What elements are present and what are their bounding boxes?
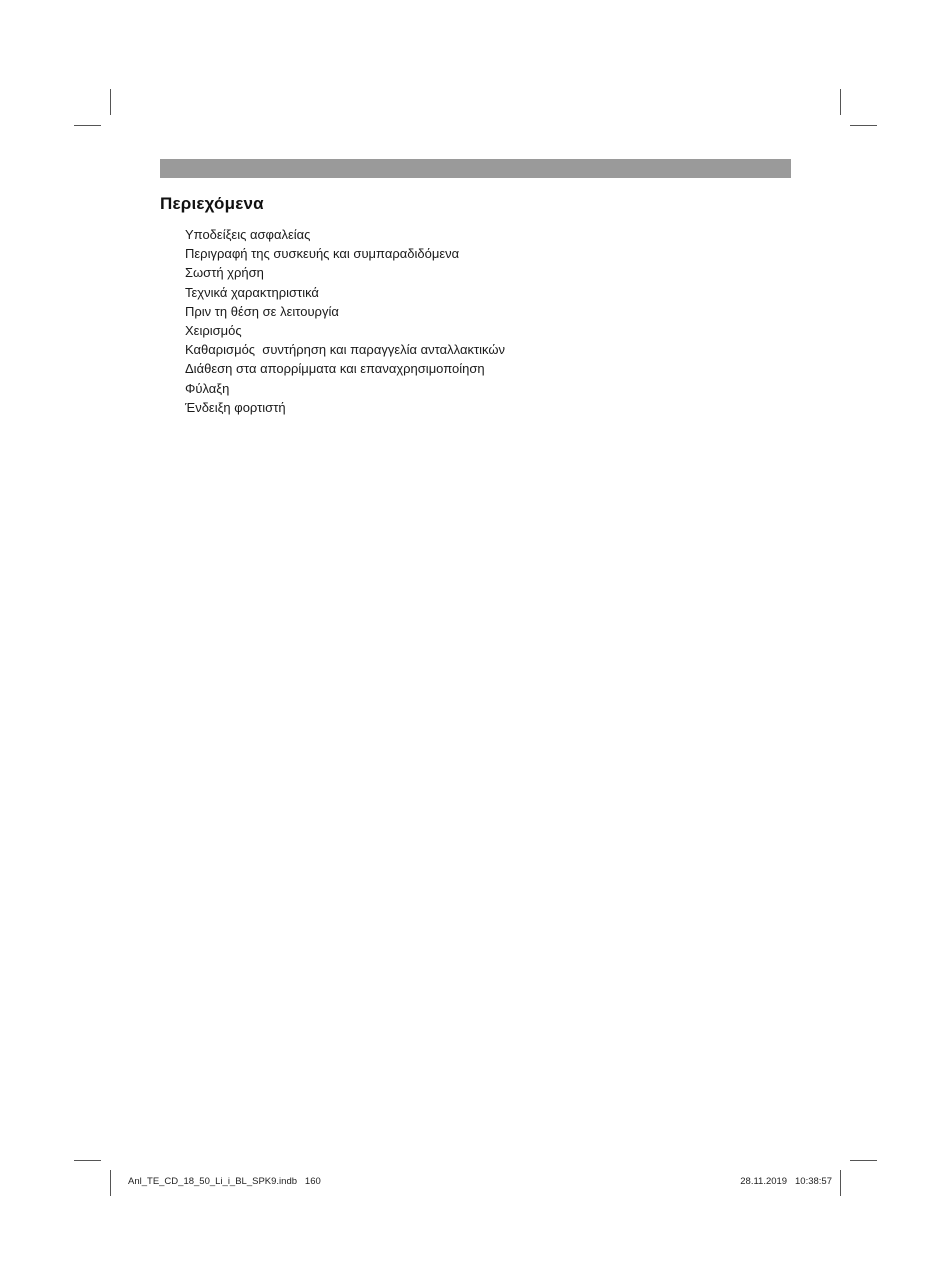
toc-item: Ένδειξη φορτιστή (185, 399, 286, 415)
toc-item: Υποδείξεις ασφαλείας (185, 227, 311, 242)
crop-mark-bottom-left-vertical (110, 1170, 111, 1196)
toc-item: Χειρισμός (185, 322, 242, 338)
footer-file-info: Anl_TE_CD_18_50_Li_i_BL_SPK9.indb 160 (128, 1176, 321, 1187)
crop-mark-top-left-vertical (110, 89, 111, 115)
header-bar (160, 159, 791, 178)
crop-mark-bottom-right-vertical (840, 1170, 841, 1196)
toc-item: Πριν τη θέση σε λειτουργία (185, 303, 339, 319)
toc-item: Σωστή χρήση (185, 265, 264, 281)
page-title: Περιεχόμενα (160, 194, 264, 213)
footer-timestamp: 28.11.2019 10:38:57 (740, 1176, 832, 1187)
crop-mark-top-right-horizontal (850, 125, 877, 126)
crop-mark-bottom-right-horizontal (850, 1160, 877, 1161)
toc-item: Καθαρισμός συντήρηση και παραγγελία ανταλλακτικών (185, 342, 505, 358)
toc-item: Περιγραφή της συσκευής και συμπαραδιδόμενα (185, 246, 460, 262)
table-of-contents (185, 225, 505, 417)
crop-mark-top-right-vertical (840, 89, 841, 115)
toc-item: Τεχνικά χαρακτηριστικά (185, 284, 319, 300)
crop-mark-bottom-left-horizontal (74, 1160, 101, 1161)
crop-mark-top-left-horizontal (74, 125, 101, 126)
toc-item: Διάθεση στα απορρίμματα και επαναχρησιμοποίηση (185, 361, 485, 377)
toc-item: Φύλαξη (185, 380, 230, 396)
